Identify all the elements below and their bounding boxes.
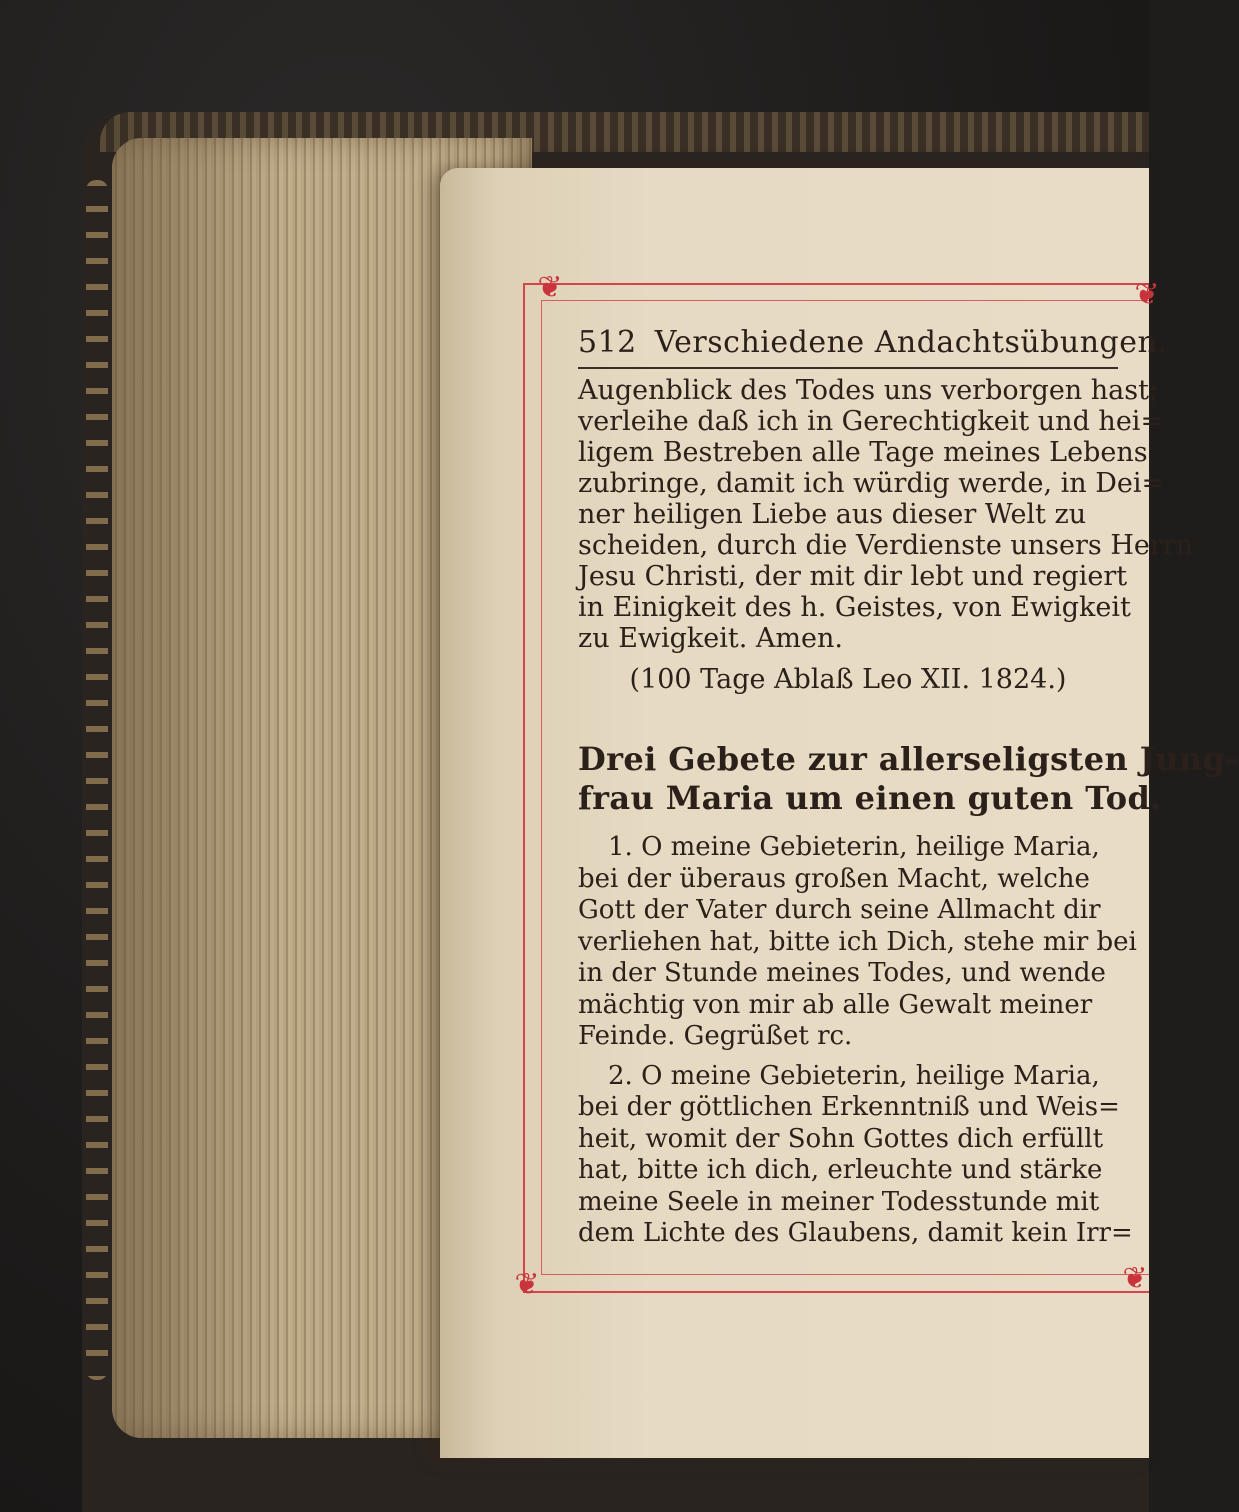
text-line: Feinde. Gegrüßet rc. (578, 1021, 853, 1051)
text-line: dem Lichte des Glaubens, damit kein Irr= (578, 1218, 1133, 1248)
heading-line: Drei Gebete zur allerseligsten Jung- (578, 740, 1239, 778)
text-line: bei der überaus großen Macht, welche (578, 863, 1090, 894)
prayer-1 (578, 832, 1137, 1053)
running-title: Verschiedene Andachtsübungen. (654, 325, 1168, 360)
text-line: mächtig von mir ab alle Gewalt meiner (578, 989, 1093, 1020)
indulgence-note: (100 Tage Ablaß Leo XII. 1824.) (629, 664, 1067, 695)
text-line: verleihe daß ich in Gerechtigkeit und hei= (578, 406, 1164, 437)
cover-edge-beading (86, 180, 108, 1380)
text-line: Gott der Vater durch seine Allmacht dir (578, 895, 1101, 925)
text-line: ligem Bestreben alle Tage meines Lebens (578, 437, 1148, 468)
text-line: in der Stunde meines Todes, und wende (578, 958, 1106, 988)
text-line: 1. O meine Gebieterin, heilige Maria, (608, 832, 1100, 862)
text-line: zubringe, damit ich würdig werde, in Dei= (578, 468, 1165, 499)
text-line: in Einigkeit des h. Geistes, von Ewigkeit (578, 592, 1131, 623)
text-line: zu Ewigkeit. Amen. (578, 623, 843, 654)
corner-ornament-icon: ❦ (537, 270, 563, 305)
text-line: bei der göttlichen Erkenntniß und Weis= (578, 1092, 1120, 1122)
prayer-2 (578, 1060, 1133, 1250)
heading-line: frau Maria um einen guten Tod. (578, 779, 1162, 817)
running-header (578, 323, 1168, 369)
corner-ornament-icon: ❦ (1134, 277, 1160, 312)
text-line: Jesu Christi, der mit dir lebt und regiert (578, 561, 1128, 592)
text-line: 2. O meine Gebieterin, heilige Maria, (608, 1060, 1100, 1091)
text-line: scheiden, durch die Verdienste unsers Herrn (578, 530, 1194, 561)
text-line: ner heiligen Liebe aus dieser Welt zu (578, 499, 1087, 530)
text-line: meine Seele in meiner Todesstunde mit (578, 1186, 1100, 1217)
text-line: Augenblick des Todes uns verborgen hast; (578, 375, 1159, 406)
page-number: 512 (578, 325, 637, 360)
text-line: verliehen hat, bitte ich Dich, stehe mir bei (578, 926, 1137, 957)
corner-ornament-icon: ❦ (514, 1267, 540, 1302)
intro-paragraph (578, 375, 1194, 654)
section-heading (578, 740, 1239, 818)
page-edges-shadow (112, 138, 282, 1438)
page-text (578, 323, 1239, 1250)
text-line: hat, bitte ich dich, erleuchte und stärke (578, 1155, 1103, 1185)
corner-ornament-icon: ❦ (1122, 1261, 1148, 1296)
text-line: heit, womit der Sohn Gottes dich erfüllt (578, 1123, 1104, 1154)
